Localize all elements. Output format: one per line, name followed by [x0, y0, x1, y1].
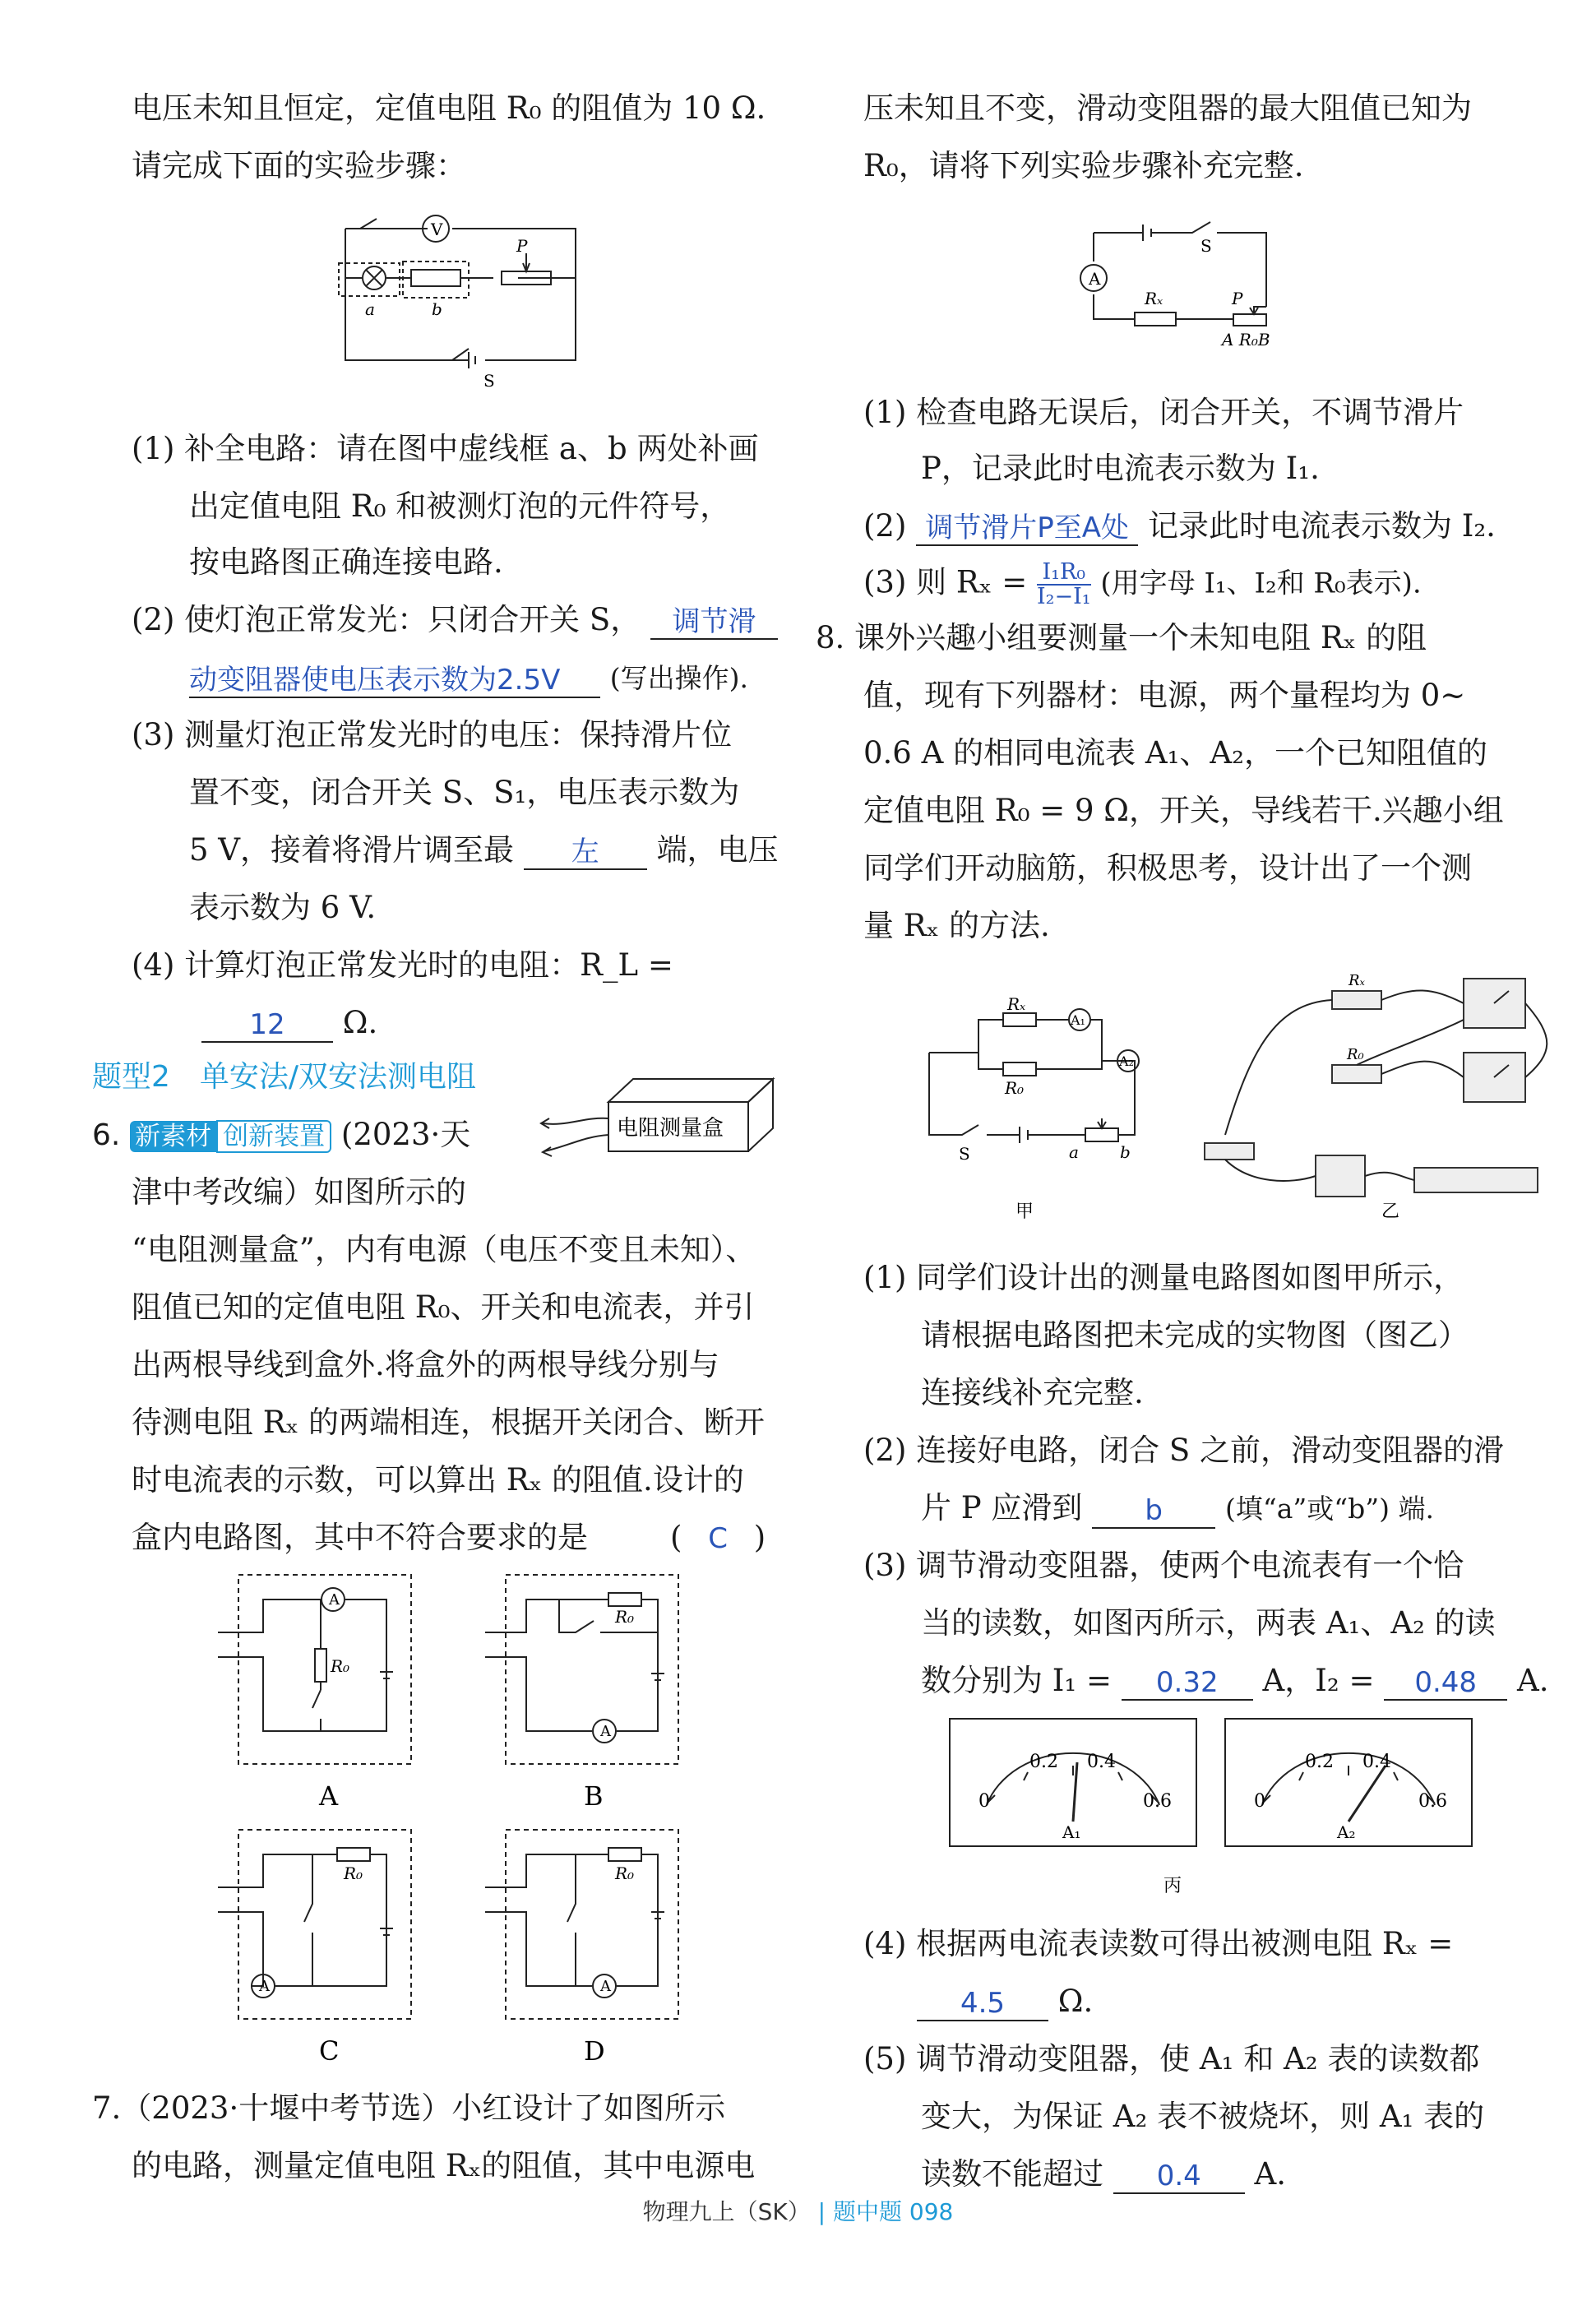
separator: | — [817, 2198, 826, 2225]
text: (2) 使灯泡正常发光：只闭合开关 S， — [132, 602, 641, 637]
text-line: R₀，请将下列实验步骤补充完整. — [863, 148, 1304, 183]
option-label-d: D — [584, 2035, 605, 2067]
text-line: (4) 计算灯泡正常发光时的电阻：R_L = — [132, 947, 673, 983]
text-line: 的电路，测量定值电阻 Rₓ的阻值，其中电源电 — [132, 2148, 756, 2183]
s3-line — [921, 1661, 1548, 1701]
text: A，I₂ = — [1262, 1663, 1375, 1698]
r0-label: R₀ — [615, 1607, 635, 1627]
answer-blank[interactable]: 调节滑片P至A处 — [916, 508, 1138, 546]
resistance-box-diagram — [534, 1069, 781, 1192]
tick-label: 0.2 — [1305, 1752, 1334, 1772]
tick-label: 0.4 — [1087, 1752, 1116, 1772]
answer-paren — [670, 1518, 766, 1558]
text-line: 定值电阻 R₀ = 9 Ω，开关，导线若干.兴趣小组 — [863, 793, 1504, 828]
text-line: (5) 调节滑动变阻器，使 A₁ 和 A₂ 表的读数都 — [863, 2041, 1480, 2076]
rheostat-label: A R₀B — [1222, 330, 1270, 350]
text: (用字母 I₁、I₂和 R₀表示). — [1100, 567, 1422, 600]
ammeter-label: A — [329, 1591, 340, 1609]
a-end-label: a — [1069, 1142, 1079, 1162]
q4-line — [201, 1003, 377, 1043]
q3-line — [863, 561, 1422, 609]
text-line: 阻值已知的定值电阻 R₀、开关和电流表，并引 — [132, 1289, 755, 1325]
box-label: 电阻测量盒 — [617, 1116, 724, 1141]
answer-blank[interactable]: 调节滑 — [650, 602, 778, 640]
figure-label-jia: 甲 — [1015, 1201, 1034, 1222]
text-line: 电压未知且恒定，定值电阻 R₀ 的阻值为 10 Ω. — [132, 90, 766, 126]
option-label-a: A — [319, 1780, 339, 1812]
label: a — [365, 299, 375, 319]
rx-label: Rₓ — [1349, 972, 1365, 989]
text-line: (2) 连接好电路，闭合 S 之前，滑动变阻器的滑 — [863, 1433, 1505, 1468]
text-line: 同学们开动脑筋，积极思考，设计出了一个测 — [863, 850, 1472, 886]
text-line: 请完成下面的实验步骤： — [132, 148, 466, 183]
r0-label: R₀ — [1005, 1078, 1025, 1098]
text: Ω. — [1057, 1984, 1094, 2019]
text-line: 变大，为保证 A₂ 表不被烧坏，则 A₁ 表的 — [921, 2099, 1485, 2134]
text-line: (1) 补全电路：请在图中虚线框 a、b 两处补画 — [132, 431, 759, 466]
answer-blank[interactable]: 动变阻器使电压表示数为2.5V — [189, 660, 600, 698]
page-number: 098 — [909, 2198, 954, 2225]
option-label-c: C — [319, 2035, 340, 2067]
text-line: 请根据电路图把未完成的实物图（图乙） — [921, 1317, 1469, 1353]
answer-blank[interactable]: b — [1092, 1491, 1215, 1529]
text-line: 当的读数，如图丙所示，两表 A₁、A₂ 的读 — [921, 1605, 1496, 1641]
text: Ω. — [342, 1005, 378, 1040]
text-line: (3) 调节滑动变阻器，使两个电流表有一个恰 — [863, 1548, 1464, 1583]
answer-blank[interactable]: 0.4 — [1113, 2156, 1245, 2194]
page-footer — [0, 2194, 1596, 2227]
text: A. — [1516, 1663, 1549, 1698]
text: (3) 则 Rₓ = — [863, 564, 1028, 600]
text: 5 V，接着将滑片调至最 — [189, 832, 515, 868]
rx-label: Rₓ — [1007, 994, 1026, 1014]
s4-line — [917, 1982, 1093, 2021]
answer-blank[interactable]: 左 — [524, 832, 647, 870]
tick-label: 0.6 — [1143, 1791, 1172, 1812]
paren: ) — [753, 1520, 766, 1555]
rx-label: Rₓ — [1145, 289, 1163, 308]
rx-circuit-diagram — [1069, 212, 1283, 364]
ammeter-readings-figure — [946, 1715, 1488, 1904]
series-name: 题中题 — [833, 2198, 903, 2225]
text: (2) — [863, 508, 907, 544]
denominator: I₂−I₁ — [1037, 584, 1091, 609]
switch-label: S — [1200, 236, 1212, 256]
text: (2023·天 — [340, 1117, 471, 1152]
answer-blank[interactable]: 0.32 — [1122, 1663, 1253, 1701]
text-line: 8. 课外兴趣小组要测量一个未知电阻 Rₓ 的阻 — [816, 620, 1427, 655]
text-line: (4) 根据两电流表读数可得出被测电阻 Rₓ = — [863, 1926, 1454, 1961]
numerator: I₁R₀ — [1037, 561, 1091, 586]
b-end-label: b — [1120, 1142, 1131, 1162]
text-line: 出定值电阻 R₀ 和被测灯泡的元件符号， — [189, 488, 731, 524]
text: (填“a”或“b”) 端. — [1224, 1493, 1434, 1525]
text-line: (1) 同学们设计出的测量电路图如图甲所示， — [863, 1260, 1464, 1295]
s5-line — [921, 2155, 1286, 2194]
q6-line — [92, 1115, 470, 1156]
q3-line — [189, 831, 779, 870]
r0-label: R₀ — [615, 1863, 635, 1883]
text-line: 津中考改编）如图所示的 — [132, 1174, 466, 1210]
q6-last-line — [132, 1518, 588, 1558]
q2-line — [863, 507, 1496, 546]
text-line: 值，现有下列器材：电源，两个量程均为 0~ — [863, 678, 1466, 713]
text-line: 表示数为 6 V. — [189, 890, 377, 925]
figure-label-bing: 丙 — [1163, 1876, 1182, 1896]
text: 数分别为 I₁ = — [921, 1663, 1112, 1698]
label: S — [483, 371, 495, 391]
ammeter-label: A — [1089, 269, 1101, 289]
text: 端，电压 — [656, 832, 779, 868]
text-line: (3) 测量灯泡正常发光时的电压：保持滑片位 — [132, 717, 733, 752]
a1-label: A₁ — [1071, 1012, 1085, 1028]
p-label: P — [1232, 289, 1243, 308]
option-label-b: B — [584, 1780, 604, 1812]
text-line: 时电流表的示数，可以算出 Rₓ 的阻值.设计的 — [132, 1462, 744, 1498]
question-number: 6. — [92, 1118, 121, 1152]
text: 片 P 应滑到 — [921, 1490, 1083, 1525]
answer-blank[interactable]: 12 — [201, 1005, 333, 1043]
answer-fraction[interactable] — [1037, 561, 1091, 609]
answer-choice[interactable]: C — [708, 1522, 728, 1555]
tick-label: 0.6 — [1418, 1791, 1447, 1812]
answer-blank[interactable]: 4.5 — [917, 1984, 1048, 2021]
q2-line-2 — [189, 658, 748, 698]
lamp-circuit-diagram — [329, 204, 592, 393]
text-line: “电阻测量盒”，内有电源（电压不变且未知）、 — [132, 1232, 756, 1267]
text-line: 量 Rₓ 的方法. — [863, 908, 1050, 943]
dual-ammeter-figures — [921, 970, 1571, 1225]
label: b — [432, 299, 442, 319]
tick-label: 0.2 — [1029, 1752, 1058, 1772]
s-label: S — [959, 1144, 970, 1164]
text-line: (1) 检查电路无误后，闭合开关，不调节滑片 — [863, 395, 1464, 430]
text-line: 7.（2023·十堰中考节选）小红设计了如图所示 — [92, 2090, 726, 2126]
q2-line — [132, 600, 778, 640]
text-line: 连接线补充完整. — [921, 1375, 1144, 1410]
label: P — [516, 236, 528, 256]
s2-line — [921, 1488, 1434, 1529]
ammeter-label: A — [600, 1978, 611, 1995]
book-title: 物理九上（SK） — [642, 2198, 811, 2225]
tick-label: 0 — [1254, 1791, 1265, 1812]
r0-label: R₀ — [331, 1656, 350, 1676]
paren: ( — [670, 1520, 682, 1555]
figure-label-yi: 乙 — [1381, 1201, 1400, 1222]
innovation-tag: 创新装置 — [216, 1120, 331, 1153]
text-line: 置不变，闭合开关 S、S₁，电压表示数为 — [189, 775, 740, 810]
text: 盒内电路图，其中不符合要求的是 — [132, 1520, 588, 1555]
r0-label: R₀ — [344, 1863, 363, 1883]
meter-name-a2: A₂ — [1337, 1822, 1356, 1842]
tick-label: 0.4 — [1362, 1752, 1391, 1772]
text-line: 出两根导线到盒外.将盒外的两根导线分别与 — [132, 1347, 719, 1382]
tick-label: 0 — [978, 1791, 990, 1812]
ammeter-label: A — [600, 1723, 611, 1740]
a2-label: A₂ — [1119, 1053, 1134, 1069]
section-heading: 题型2 单安法/双安法测电阻 — [92, 1060, 477, 1094]
text: 记录此时电流表示数为 I₂. — [1147, 508, 1496, 544]
text: A. — [1254, 2156, 1287, 2192]
text-line: 按电路图正确连接电路. — [189, 544, 503, 580]
new-material-tag: 新素材 — [130, 1121, 216, 1152]
option-circuits — [214, 1567, 707, 2076]
answer-blank[interactable]: 0.48 — [1384, 1663, 1507, 1701]
label: V — [431, 220, 443, 239]
text-line: 0.6 A 的相同电流表 A₁、A₂，一个已知阻值的 — [863, 735, 1487, 771]
ammeter-label: A — [259, 1978, 270, 1995]
text-line: 压未知且不变，滑动变阻器的最大阻值已知为 — [863, 90, 1472, 126]
text: (写出操作). — [609, 662, 749, 694]
r0-label: R₀ — [1347, 1046, 1364, 1063]
text-line: P，记录此时电流表示数为 I₁. — [921, 451, 1320, 486]
meter-name-a1: A₁ — [1062, 1822, 1081, 1842]
text: 读数不能超过 — [921, 2156, 1103, 2192]
text-line: 待测电阻 Rₓ 的两端相连，根据开关闭合、断开 — [132, 1405, 766, 1440]
